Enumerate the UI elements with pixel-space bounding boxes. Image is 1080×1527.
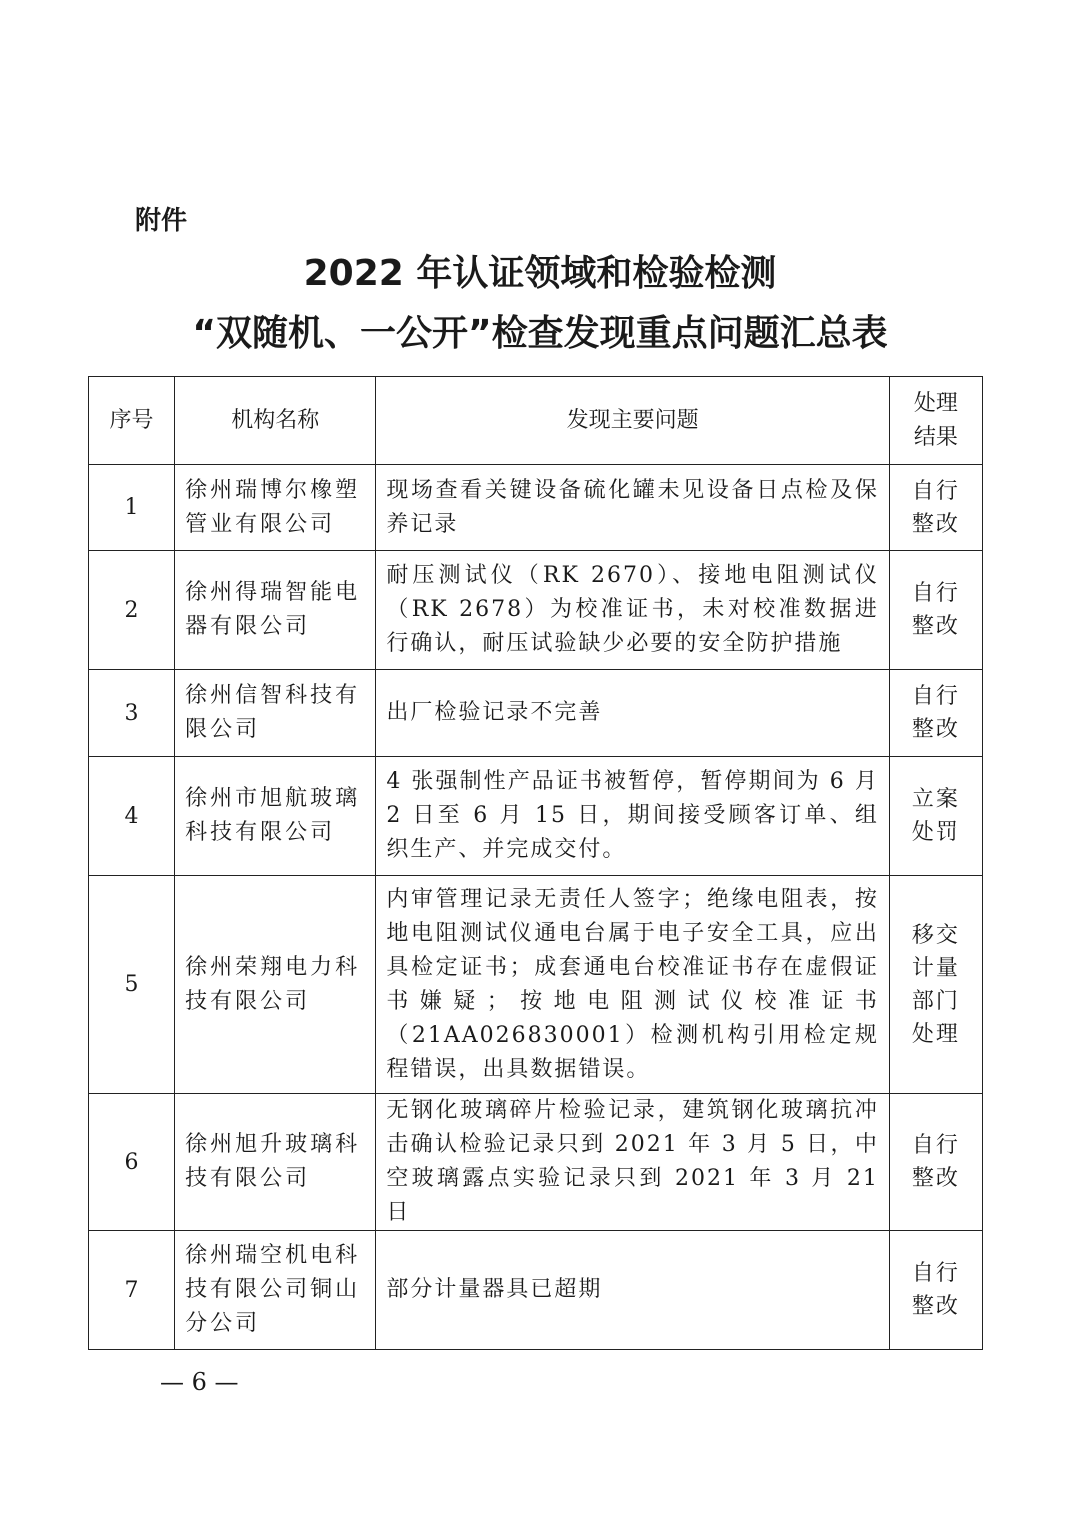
header-serial-number: 序号	[89, 377, 175, 465]
table-header-row	[89, 377, 983, 465]
row-handling-result: 移交计量部门处理	[889, 876, 982, 1094]
row-serial-number: 4	[89, 757, 175, 876]
row-handling-result: 立案处罚	[889, 757, 982, 876]
table-row	[89, 757, 983, 876]
row-organization-name: 徐州瑞博尔橡塑管业有限公司	[175, 465, 376, 551]
table-row	[89, 1231, 983, 1350]
row-serial-number: 7	[89, 1231, 175, 1350]
row-serial-number: 1	[89, 465, 175, 551]
document-title-line-2: “双随机、一公开”检查发现重点问题汇总表	[192, 313, 888, 354]
row-handling-result: 自行整改	[889, 670, 982, 757]
issues-summary-table	[88, 376, 983, 1350]
row-organization-name: 徐州信智科技有限公司	[175, 670, 376, 757]
row-handling-result: 自行整改	[889, 551, 982, 670]
page-number: — 6 —	[160, 1368, 239, 1396]
row-organization-name: 徐州得瑞智能电器有限公司	[175, 551, 376, 670]
row-handling-result: 自行整改	[889, 1231, 982, 1350]
header-main-issues: 发现主要问题	[376, 377, 890, 465]
row-handling-result: 自行整改	[889, 1094, 982, 1231]
row-issue-description: 部分计量器具已超期	[376, 1231, 890, 1350]
row-issue-description: 现场查看关键设备硫化罐未见设备日点检及保养记录	[376, 465, 890, 551]
row-organization-name: 徐州旭升玻璃科技有限公司	[175, 1094, 376, 1231]
row-handling-result: 自行整改	[889, 465, 982, 551]
attachment-label: 附件	[135, 206, 188, 236]
row-serial-number: 3	[89, 670, 175, 757]
row-organization-name: 徐州荣翔电力科技有限公司	[175, 876, 376, 1094]
table-row	[89, 465, 983, 551]
row-issue-description: 无钢化玻璃碎片检验记录，建筑钢化玻璃抗冲击确认检验记录只到 2021 年 3 月 5 日，中空玻璃露点实验记录只到 2021 年 3 月 21 日	[376, 1094, 890, 1231]
row-issue-description: 4 张强制性产品证书被暂停，暂停期间为 6 月 2 日至 6 月 15 日，期间接受顾客订单、组织生产、并完成交付。	[376, 757, 890, 876]
header-organization-name: 机构名称	[175, 377, 376, 465]
header-handling-result: 处理结果	[889, 377, 982, 465]
row-organization-name: 徐州瑞空机电科技有限公司铜山分公司	[175, 1231, 376, 1350]
table-row	[89, 551, 983, 670]
row-issue-description: 出厂检验记录不完善	[376, 670, 890, 757]
table-row	[89, 670, 983, 757]
document-title-line-1: 2022 年认证领域和检验检测	[303, 253, 777, 294]
row-organization-name: 徐州市旭航玻璃科技有限公司	[175, 757, 376, 876]
table-row	[89, 876, 983, 1094]
row-issue-description: 耐压测试仪（RK 2670）、接地电阻测试仪（RK 2678）为校准证书，未对校准数据进行确认，耐压试验缺少必要的安全防护措施	[376, 551, 890, 670]
row-serial-number: 5	[89, 876, 175, 1094]
row-issue-description: 内审管理记录无责任人签字；绝缘电阻表，按地电阻测试仪通电台属于电子安全工具，应出具检定证书；成套通电台校准证书存在虚假证书嫌疑；按地电阻测试仪校准证书（21AA026830001）检测机构引用检定规程错误，出具数据错误。	[376, 876, 890, 1094]
table-row	[89, 1094, 983, 1231]
row-serial-number: 2	[89, 551, 175, 670]
row-serial-number: 6	[89, 1094, 175, 1231]
